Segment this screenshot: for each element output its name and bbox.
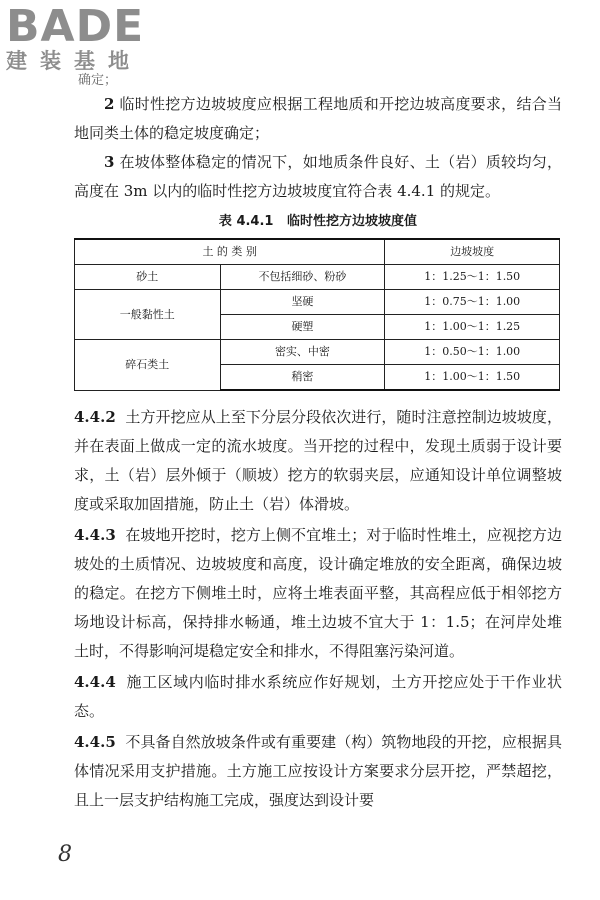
cell-category: 一般黏性土 xyxy=(75,290,221,340)
cell-subtype: 不包括细砂、粉砂 xyxy=(220,265,385,290)
section-paragraph xyxy=(74,668,562,726)
section-text: 在坡地开挖时，挖方上侧不宜堆土；对于临时性堆土，应视挖方边坡处的土质情况、边坡坡度和高度，设计确定堆放的安全距离，确保边坡的稳定。在挖方下侧堆土时，应将土堆表面平整，其高程应低于相邻挖方场地设计标高，保持排水畅通，堆土边坡不宜大于 1：1.5；在河岸处堆土时，不得影响河堤稳定安全和排水，不得阻塞污染河道。 xyxy=(74,526,562,660)
header-soil-category: 土 的 类 别 xyxy=(75,239,385,265)
logo-title: BADE xyxy=(6,1,145,52)
top-fragment: 确定； xyxy=(78,73,118,88)
document-body xyxy=(74,72,562,815)
cell-category: 碎石类土 xyxy=(75,340,221,391)
section-paragraph xyxy=(74,521,562,666)
table-header-row xyxy=(75,239,560,265)
item-number: 3 xyxy=(104,153,115,171)
table-row xyxy=(75,290,560,315)
section-paragraph xyxy=(74,728,562,815)
section-number: 4.4.3 xyxy=(74,526,116,544)
table-row xyxy=(75,265,560,290)
cell-slope: 1：1.00～1：1.50 xyxy=(385,365,560,391)
cell-subtype: 坚硬 xyxy=(220,290,385,315)
cell-slope: 1：0.50～1：1.00 xyxy=(385,340,560,365)
cell-subtype: 稍密 xyxy=(220,365,385,391)
table-caption-text: 临时性挖方边坡坡度值 xyxy=(287,214,418,229)
slope-table xyxy=(74,238,560,391)
section-text: 土方开挖应从上至下分层分段依次进行，随时注意控制边坡坡度，并在表面上做成一定的流水坡度。当开挖的过程中，发现土质弱于设计要求，土（岩）层外倾于（顺坡）挖方的软弱夹层，应通知设计单位调整坡度或采取加固措施，防止土（岩）体滑坡。 xyxy=(74,408,562,513)
cell-slope: 1：0.75～1：1.00 xyxy=(385,290,560,315)
cell-subtype: 硬塑 xyxy=(220,315,385,340)
bade-logo xyxy=(6,1,186,74)
page-number: 8 xyxy=(58,842,72,867)
cell-subtype: 密实、中密 xyxy=(220,340,385,365)
table-row xyxy=(75,340,560,365)
section-text: 施工区域内临时排水系统应作好规划，土方开挖应处于干作业状态。 xyxy=(74,673,562,720)
list-item xyxy=(74,148,562,206)
section-paragraph xyxy=(74,403,562,519)
item-number: 2 xyxy=(104,95,115,113)
section-text: 不具备自然放坡条件或有重要建（构）筑物地段的开挖，应根据具体情况采用支护措施。土方施工应按设计方案要求分层开挖，严禁超挖，且上一层支护结构施工完成，强度达到设计要 xyxy=(74,733,562,809)
item-text: 临时性挖方边坡坡度应根据工程地质和开挖边坡高度要求，结合当地同类土体的稳定坡度确定； xyxy=(74,95,562,142)
section-number: 4.4.4 xyxy=(74,673,116,691)
list-item xyxy=(74,90,562,148)
cell-slope: 1：1.00～1：1.25 xyxy=(385,315,560,340)
cell-category: 砂土 xyxy=(75,265,221,290)
cell-slope: 1：1.25～1：1.50 xyxy=(385,265,560,290)
logo-subtitle: 建装基地 xyxy=(6,49,142,73)
table-caption xyxy=(74,212,562,232)
section-number: 4.4.2 xyxy=(74,408,116,426)
item-text: 在坡体整体稳定的情况下，如地质条件良好、土（岩）质较均匀，高度在 3m 以内的临时性挖方边坡坡度宜符合表 4.4.1 的规定。 xyxy=(74,153,562,200)
section-number: 4.4.5 xyxy=(74,733,116,751)
table-caption-number: 表 4.4.1 xyxy=(218,214,274,229)
header-slope: 边坡坡度 xyxy=(385,239,560,265)
